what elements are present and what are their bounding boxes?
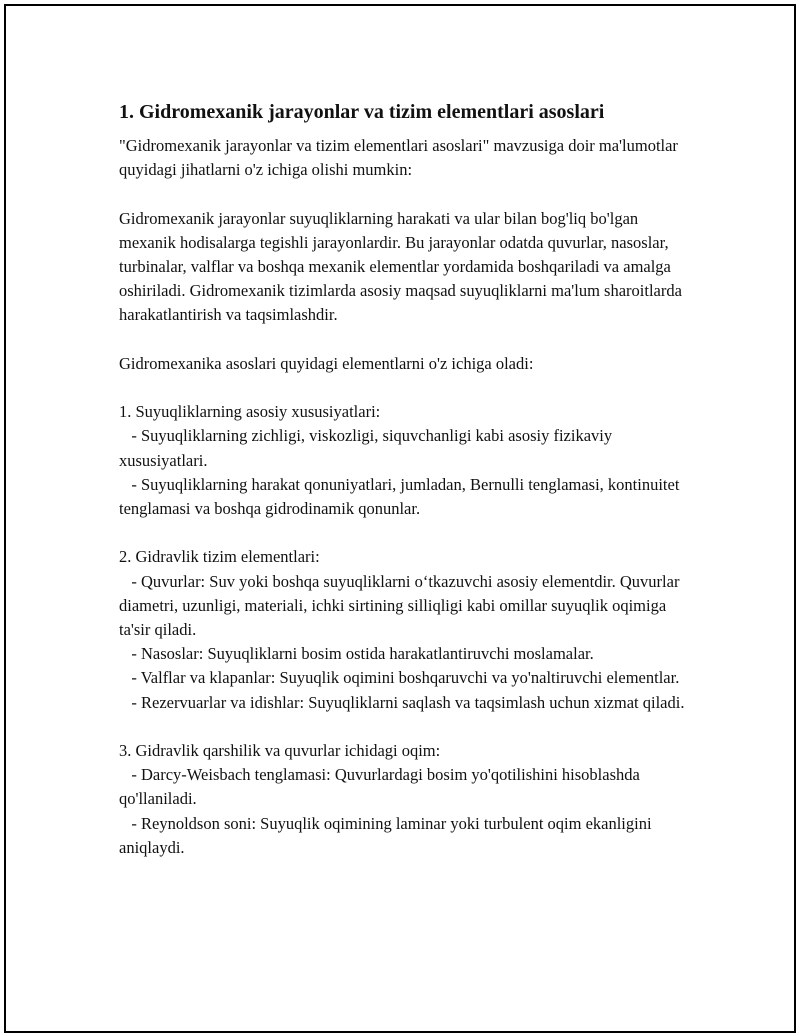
list-item: - Quvurlar: Suv yoki boshqa suyuqliklarni o‘tkazuvchi asosiy elementdir. Quvurlar diametri, uzunligi, materiali, ichki sirtining silliqligi kabi omillar suyuqlik oqimiga ta'sir qiladi. <box>119 571 684 639</box>
paragraph-gap <box>119 521 699 545</box>
section2-heading: 2. Gidravlik tizim elementlari: <box>119 547 320 567</box>
list-item: - Valflar va klapanlar: Suyuqlik oqimini boshqaruvchi va yo'naltiruvchi elementlar. <box>119 668 680 688</box>
elements-intro: Gidromexanika asoslari quyidagi elementlarni o'z ichiga oladi: <box>119 353 534 373</box>
list-item: - Suyuqliklarning harakat qonuniyatlari, jumladan, Bernulli tenglamasi, kontinuitet tenglamasi va boshqa gidrodinamik qonunlar. <box>119 474 684 518</box>
list-item: - Suyuqliklarning zichligi, viskozligi, siquvchanligi kabi asosiy fizikaviy xususiyatlari. <box>119 426 617 470</box>
paragraph-gap <box>119 328 699 352</box>
document-title: 1. Gidromexanik jarayonlar va tizim elementlari asoslari <box>119 101 605 123</box>
intro-paragraph: "Gidromexanik jarayonlar va tizim elementlari asoslari" mavzusiga doir ma'lumotlar quyidagi jihatlarni o'z ichiga olishi mumkin: <box>119 136 683 180</box>
list-item: - Nasoslar: Suyuqliklarni bosim ostida harakatlantiruvchi moslamalar. <box>119 644 594 664</box>
section1-heading: 1. Suyuqliklarning asosiy xususiyatlari: <box>119 402 381 422</box>
paragraph-gap <box>119 182 699 206</box>
list-item: - Darcy-Weisbach tenglamasi: Quvurlardagi bosim yo'qotilishini hisoblashda qo'llaniladi. <box>119 765 644 809</box>
paragraph-gap <box>119 376 699 400</box>
paragraph-gap <box>119 715 699 739</box>
document-content <box>119 100 699 860</box>
list-item: - Reynoldson soni: Suyuqlik oqimining laminar yoki turbulent oqim ekanligini aniqlaydi. <box>119 813 656 857</box>
document-page <box>4 4 796 1033</box>
section3-heading: 3. Gidravlik qarshilik va quvurlar ichidagi oqim: <box>119 741 441 760</box>
list-item: - Rezervuarlar va idishlar: Suyuqliklarni saqlash va taqsimlash uchun xizmat qiladi. <box>119 692 685 712</box>
main-paragraph: Gidromexanik jarayonlar suyuqliklarning harakati va ular bilan bog'liq bo'lgan mexanik hodisalarga tegishli jarayonlardir. Bu jarayonlar odatda quvurlar, nasoslar, turbinalar, valflar va boshqa mexanik elementlar yordamida boshqariladi va amalga oshiriladi. Gidromexanik tizimlarda asosiy maqsad suyuqliklarni ma'lum sharoitlarda harakatlantirish va taqsimlashdir. <box>119 208 687 325</box>
